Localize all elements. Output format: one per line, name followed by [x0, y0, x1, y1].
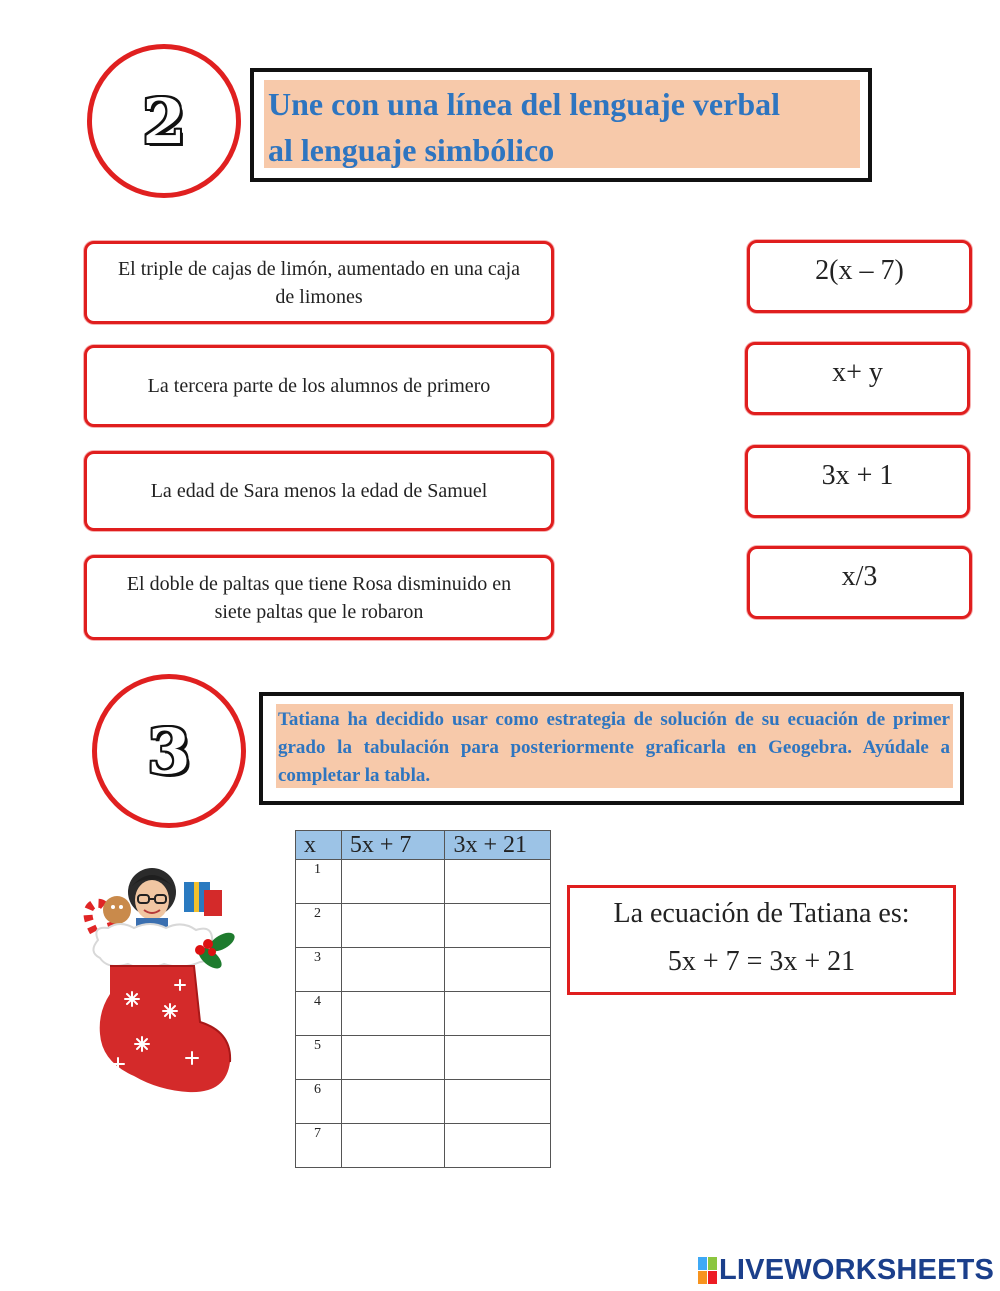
table-row	[296, 904, 551, 948]
answer-cell-3x21[interactable]	[445, 904, 551, 948]
section-2-number: 2	[142, 84, 186, 158]
table-row	[296, 992, 551, 1036]
section-3-number: 3	[147, 714, 191, 788]
verbal-item-4[interactable]: El doble de paltas que tiene Rosa disminuido en siete paltas que le robaron	[84, 555, 554, 640]
table-row	[296, 1080, 551, 1124]
answer-cell-5x7[interactable]	[341, 948, 445, 992]
table-row	[296, 1124, 551, 1168]
section-3-instructions-box	[259, 692, 964, 805]
answer-cell-3x21[interactable]	[445, 1080, 551, 1124]
answer-cell-3x21[interactable]	[445, 1036, 551, 1080]
answer-cell-3x21[interactable]	[445, 948, 551, 992]
symbolic-item-3[interactable]: 3x + 1	[745, 445, 970, 518]
section-2-number-circle	[87, 44, 241, 198]
table-x-value: 4	[296, 992, 342, 1036]
symbolic-item-4[interactable]: x/3	[747, 546, 972, 619]
verbal-item-2[interactable]: La tercera parte de los alumnos de primero	[84, 345, 554, 427]
answer-cell-5x7[interactable]	[341, 860, 445, 904]
section-2-title-box	[250, 68, 872, 182]
answer-cell-3x21[interactable]	[445, 860, 551, 904]
answer-cell-5x7[interactable]	[341, 1124, 445, 1168]
table-header-5x7: 5x + 7	[341, 831, 445, 860]
liveworksheets-logo	[698, 1254, 994, 1287]
section-2-title-line1: Une con una línea del lenguaje verbal	[268, 86, 781, 122]
symbolic-item-2[interactable]: x+ y	[745, 342, 970, 415]
table-x-value: 3	[296, 948, 342, 992]
equation-box	[567, 885, 956, 995]
table-x-value: 6	[296, 1080, 342, 1124]
answer-cell-3x21[interactable]	[445, 992, 551, 1036]
answer-cell-3x21[interactable]	[445, 1124, 551, 1168]
logo-square-3	[698, 1271, 707, 1284]
table-x-value: 1	[296, 860, 342, 904]
logo-text: LIVEWORKSHEETS	[719, 1254, 995, 1286]
tabulation-table	[295, 830, 551, 1168]
table-x-value: 5	[296, 1036, 342, 1080]
verbal-item-1[interactable]: El triple de cajas de limón, aumentado en una caja de limones	[84, 241, 554, 324]
table-header-x: x	[296, 831, 342, 860]
table-x-value: 7	[296, 1124, 342, 1168]
table-row	[296, 860, 551, 904]
equation-label: La ecuación de Tatiana es:	[613, 898, 910, 929]
table-header-row	[296, 831, 551, 860]
logo-square-4	[708, 1271, 717, 1284]
answer-cell-5x7[interactable]	[341, 1036, 445, 1080]
logo-mark-icon	[698, 1257, 717, 1284]
logo-square-2	[708, 1257, 717, 1270]
logo-square-1	[698, 1257, 707, 1270]
symbolic-item-1[interactable]: 2(x – 7)	[747, 240, 972, 313]
equation-text: 5x + 7 = 3x + 21	[667, 946, 856, 977]
table-header-3x21: 3x + 21	[445, 831, 551, 860]
section-3-number-circle	[92, 674, 246, 828]
verbal-item-3[interactable]: La edad de Sara menos la edad de Samuel	[84, 451, 554, 531]
answer-cell-5x7[interactable]	[341, 1080, 445, 1124]
answer-cell-5x7[interactable]	[341, 904, 445, 948]
table-row	[296, 1036, 551, 1080]
section-3-instructions: Tatiana ha decidido usar como estrategia de solución de su ecuación de primer grado la tabulación para posteriormente graficarla en Geogebra. Ayúdale a completar la tabla.	[278, 709, 950, 786]
christmas-stocking-illustration	[72, 862, 242, 1100]
answer-cell-5x7[interactable]	[341, 992, 445, 1036]
table-x-value: 2	[296, 904, 342, 948]
table-row	[296, 948, 551, 992]
section-2-title-line2: al lenguaje simbólico	[268, 132, 555, 168]
